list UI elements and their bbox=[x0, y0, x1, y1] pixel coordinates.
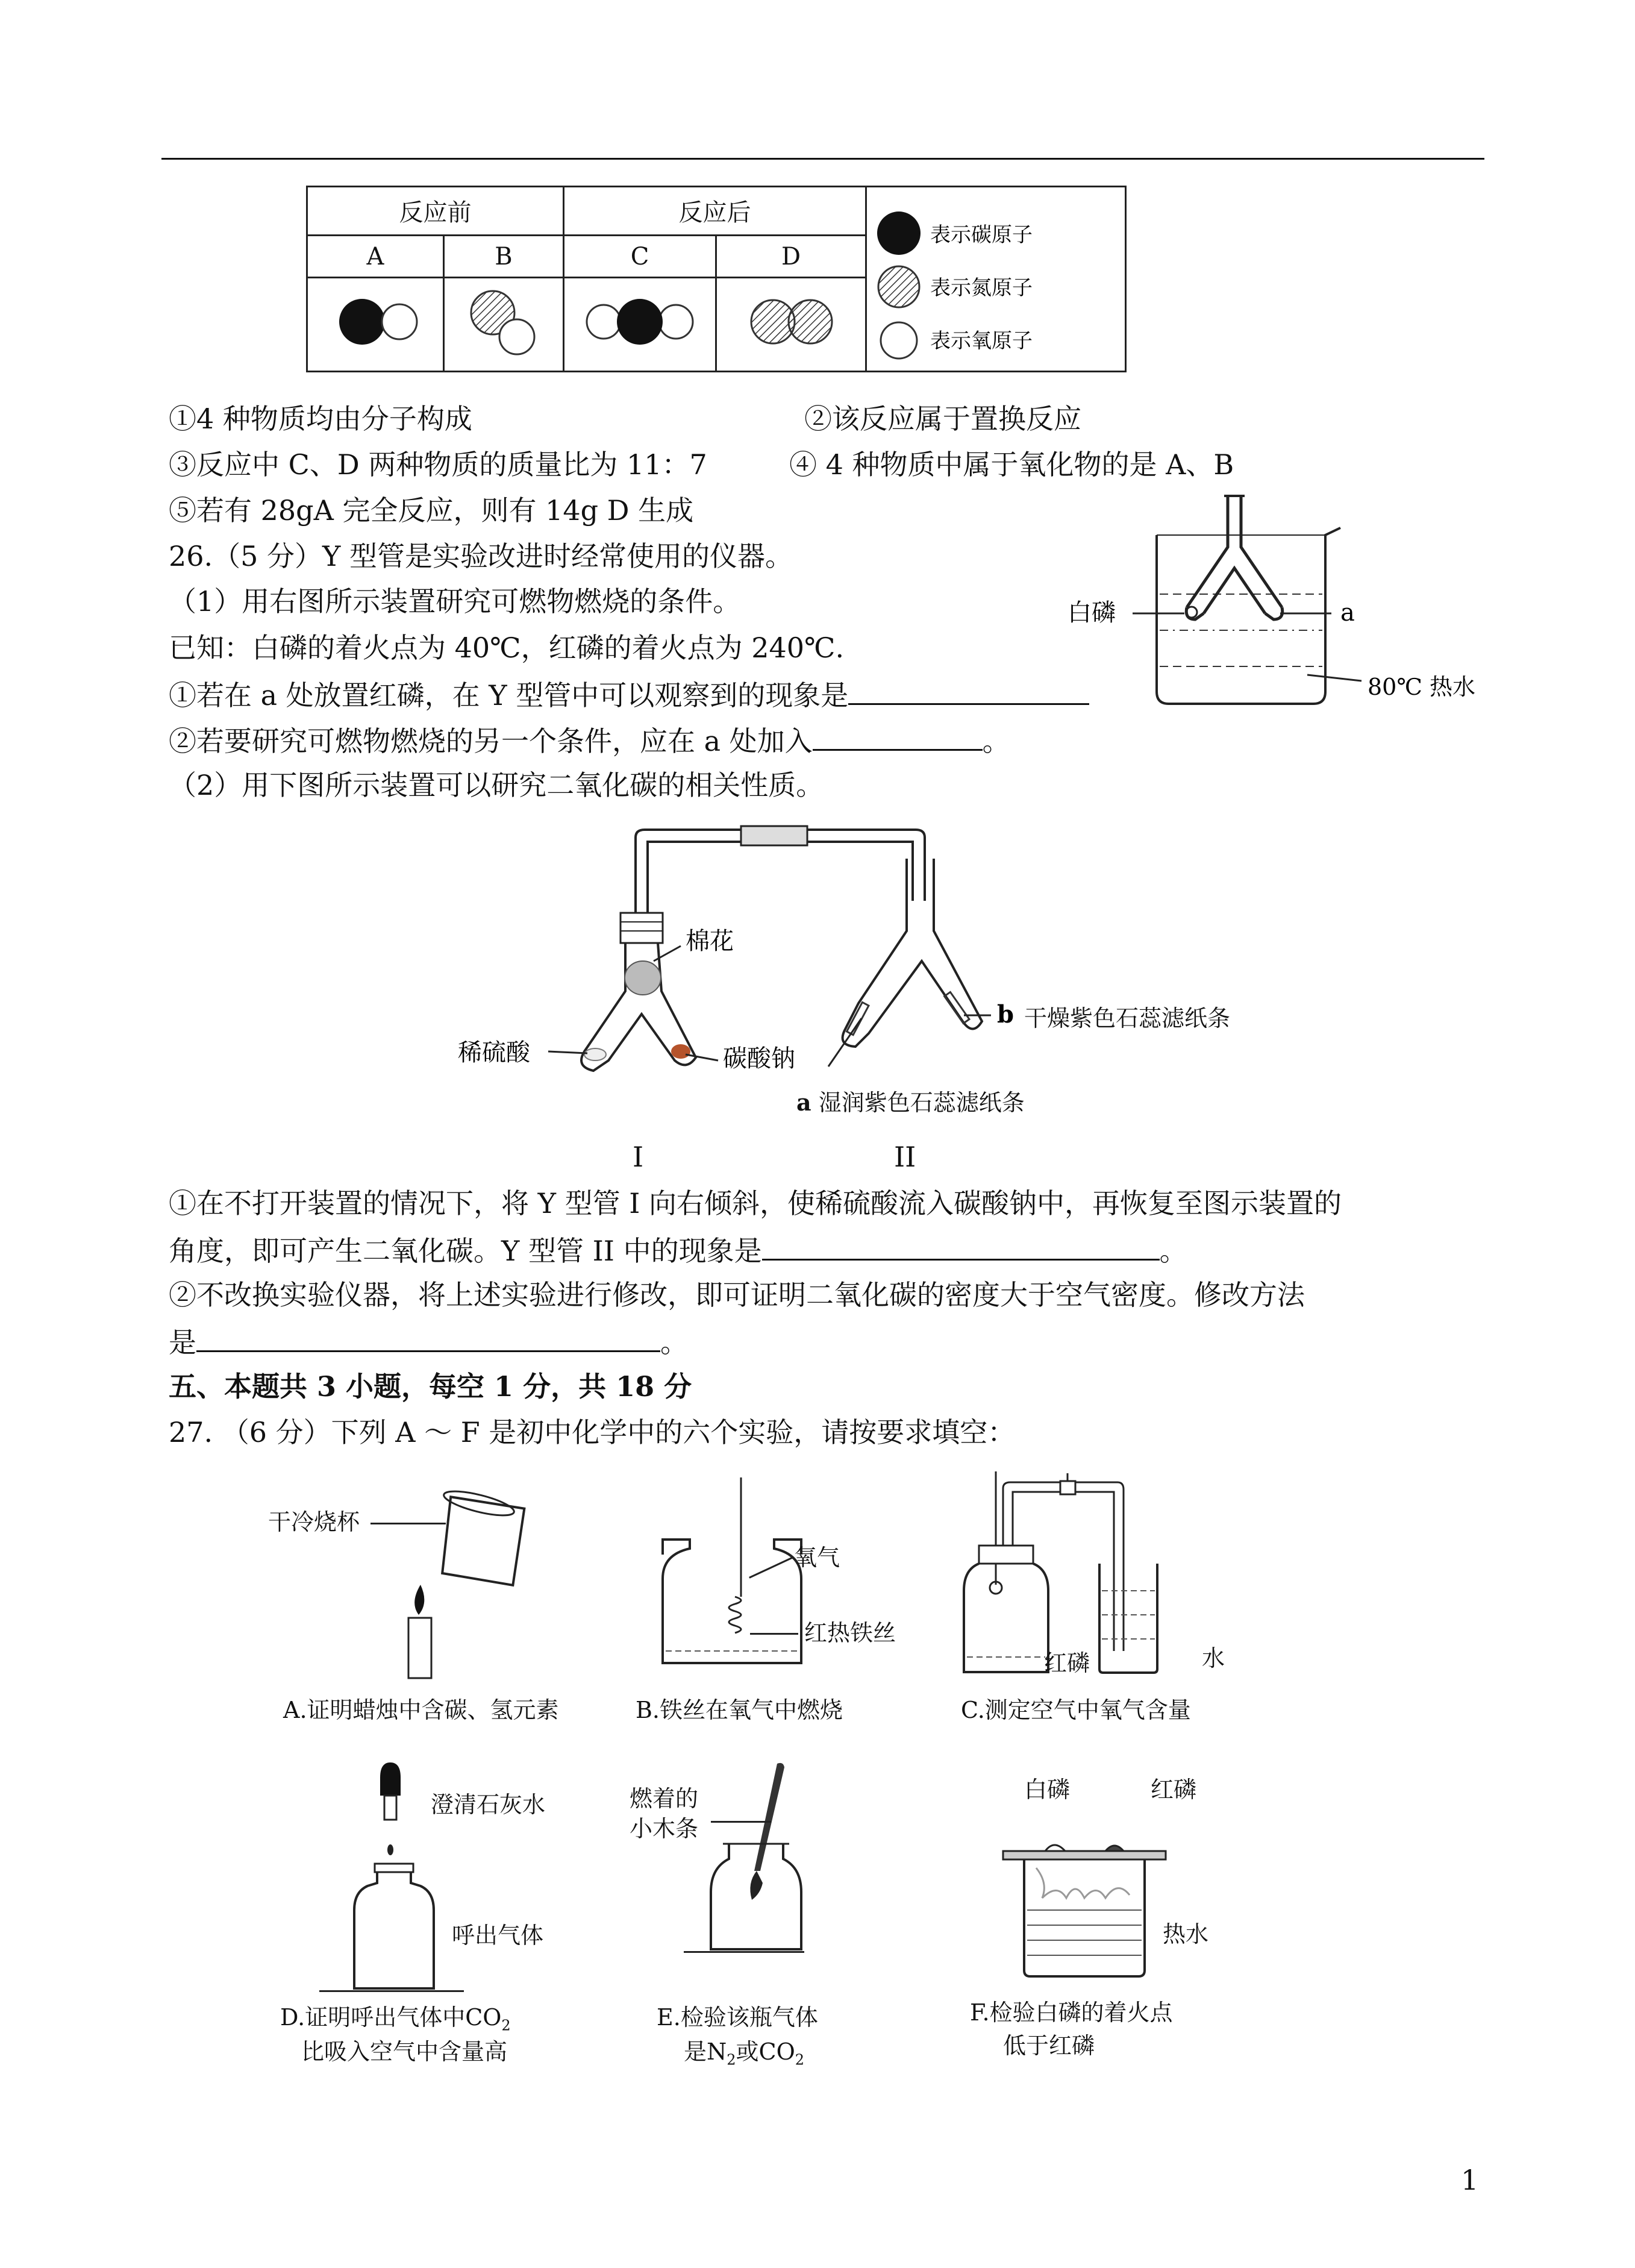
q26-known: 已知：白磷的着火点为 40℃，红磷的着火点为 240℃. bbox=[169, 631, 845, 664]
experiment-e-figure bbox=[705, 1762, 837, 1991]
option-3: ③反应中 C、D 两种物质的质量比为 11：7 bbox=[169, 448, 707, 481]
exp-e-sub-2: 2 bbox=[795, 2051, 805, 2069]
fig2-roman-1-text: I bbox=[633, 1141, 644, 1173]
q26-q3-blank[interactable] bbox=[762, 1231, 1160, 1261]
exp-e-caption-1: E.检验该瓶气体 bbox=[657, 2004, 818, 2031]
oxygen-atom-icon bbox=[881, 322, 917, 359]
exp-b-oxygen: 氧气 bbox=[794, 1544, 840, 1571]
exp-b-caption: B.铁丝在氧气中燃烧 bbox=[636, 1697, 843, 1723]
q26-q3: ①在不打开装置的情况下，将 Y 型管 I 向右倾斜，使稀硫酸流入碳酸钠中，再恢复至图示装置的 bbox=[169, 1187, 1342, 1220]
q26-q4-end: 。 bbox=[660, 1326, 688, 1359]
acid-liquid-icon bbox=[584, 1048, 606, 1060]
molecule-d bbox=[716, 278, 866, 372]
molecule-a bbox=[307, 278, 444, 372]
exp-a-caption: A.证明蜡烛中含碳、氢元素 bbox=[283, 1697, 559, 1723]
legend-svg bbox=[867, 187, 1125, 371]
co-molecule-icon bbox=[315, 286, 436, 358]
q26-q4b-text: 是 bbox=[169, 1326, 196, 1359]
cotton-icon bbox=[625, 961, 661, 995]
option-1: ①4 种物质均由分子构成 bbox=[169, 403, 472, 435]
q26-q2-blank[interactable] bbox=[813, 721, 983, 751]
q26-q4: ②不改换实验仪器，将上述实验进行修改，即可证明二氧化碳的密度大于空气密度。修改方法 bbox=[169, 1279, 1305, 1311]
fig2-acid: 稀硫酸 bbox=[458, 1039, 530, 1067]
molecule-b bbox=[444, 278, 564, 372]
exp-a-label: 干冷烧杯 bbox=[268, 1509, 360, 1535]
header-before: 反应前 bbox=[307, 187, 564, 236]
fig1-white-phosphorus: 白磷 bbox=[1068, 599, 1116, 627]
q26-q4-blank[interactable] bbox=[196, 1323, 660, 1352]
q26-q2-end: 。 bbox=[982, 725, 1010, 757]
candle-icon bbox=[408, 1618, 431, 1678]
molecule-c bbox=[564, 278, 716, 372]
y-tube-beaker-figure bbox=[1066, 487, 1500, 710]
q26-q3b-text: 角度，即可产生二氧化碳。Y 型管 II 中的现象是 bbox=[169, 1235, 762, 1267]
exp-d-exhaled-gas: 呼出气体 bbox=[452, 1922, 544, 1949]
exp-d-caption-sub: 2 bbox=[501, 2017, 511, 2034]
exp-e-pointer bbox=[711, 1821, 771, 1823]
exp-e-stick-1: 燃着的 bbox=[630, 1785, 699, 1812]
exp-f-red: 红磷 bbox=[1151, 1776, 1197, 1803]
col-b: B bbox=[444, 235, 564, 278]
header-rule bbox=[161, 158, 1484, 160]
experiment-b-figure bbox=[657, 1476, 813, 1675]
legend-carbon: 表示碳原子 bbox=[930, 223, 1033, 247]
legend-oxygen: 表示氧原子 bbox=[930, 329, 1033, 353]
exp-a-pointer bbox=[370, 1523, 446, 1524]
exp-c-caption: C.测定空气中氧气含量 bbox=[961, 1697, 1191, 1723]
exp-d-caption-1-text: D.证明呼出气体中CO bbox=[280, 2004, 502, 2031]
q26-part2: （2）用下图所示装置可以研究二氧化碳的相关性质。 bbox=[169, 769, 824, 801]
exp-b-wire: 红热铁丝 bbox=[804, 1620, 896, 1646]
page-number: 1 bbox=[1461, 2164, 1479, 2196]
q26-q2 bbox=[169, 721, 1010, 759]
q26-part1: （1）用右图所示装置研究可燃物燃烧的条件。 bbox=[169, 585, 741, 618]
col-a: A bbox=[307, 235, 444, 278]
q26-q1-blank[interactable] bbox=[848, 675, 1089, 705]
exp-c-water: 水 bbox=[1202, 1645, 1225, 1671]
burning-stick-icon bbox=[750, 1871, 763, 1900]
dry-litmus-strip-icon bbox=[945, 992, 969, 1023]
section-5-heading: 五、本题共 3 小题，每空 1 分，共 18 分 bbox=[169, 1370, 692, 1403]
fig2-roman-2-text: II bbox=[894, 1141, 916, 1173]
fig2-cotton: 棉花 bbox=[686, 927, 734, 955]
q26-q1-text: ①若在 a 处放置红磷，在 Y 型管中可以观察到的现象是 bbox=[169, 679, 849, 712]
exp-e-caption-2a: 是N bbox=[684, 2038, 727, 2065]
fig2-roman-1 bbox=[631, 1135, 641, 1136]
q27-title: 27. （6 分）下列 A ～ F 是初中化学中的六个实验，请按要求填空： bbox=[169, 1416, 1016, 1449]
molecule-table bbox=[306, 186, 1127, 372]
fig1-hot-water: 80℃ 热水 bbox=[1368, 674, 1475, 700]
n2-molecule-icon bbox=[719, 286, 863, 358]
fig2-a-desc: 湿润紫色石蕊滤纸条 bbox=[818, 1089, 1025, 1116]
red-phosphorus-piece-icon bbox=[1105, 1846, 1124, 1851]
dropper-bulb-icon bbox=[380, 1762, 401, 1796]
col-c: C bbox=[564, 235, 716, 278]
exp-d-table-line bbox=[319, 1990, 464, 1992]
option-2: ②该反应属于置换反应 bbox=[804, 403, 1081, 435]
fig2-a-text bbox=[796, 1085, 1025, 1121]
candle-flame-icon bbox=[414, 1585, 424, 1615]
sodium-carbonate-icon bbox=[671, 1044, 690, 1059]
q26-q3-end: 。 bbox=[1159, 1235, 1187, 1267]
q26-q3b bbox=[169, 1231, 1187, 1269]
white-phosphorus-piece-icon bbox=[1045, 1845, 1065, 1851]
exp-f-caption-2: 低于红磷 bbox=[1003, 2032, 1095, 2059]
fig2-b-label: b bbox=[997, 1000, 1014, 1029]
legend-cell bbox=[866, 187, 1126, 372]
fig2-carbonate: 碳酸钠 bbox=[723, 1045, 795, 1073]
nitrogen-atom-icon bbox=[878, 266, 919, 307]
fig2-b-text: 干燥紫色石蕊滤纸条 bbox=[1024, 1005, 1231, 1032]
fig2-a-label: a bbox=[796, 1089, 811, 1116]
co2-molecule-icon bbox=[567, 286, 712, 358]
experiment-a-figure bbox=[374, 1482, 554, 1681]
exp-b-pointer-2 bbox=[750, 1633, 798, 1635]
exp-e-sub-1: 2 bbox=[727, 2051, 736, 2069]
exp-e-caption-2b: 或CO bbox=[736, 2038, 795, 2065]
option-5: ⑤若有 28gA 完全反应，则有 14g D 生成 bbox=[169, 494, 694, 527]
fig1-a: a bbox=[1340, 599, 1355, 627]
exp-e-stick-2: 小木条 bbox=[630, 1815, 699, 1842]
option-4: ④ 4 种物质中属于氧化物的是 A、B bbox=[789, 448, 1234, 481]
col-d: D bbox=[716, 235, 866, 278]
exp-c-phosphorus: 红磷 bbox=[1044, 1650, 1090, 1676]
exp-e-caption-2 bbox=[684, 2034, 804, 2078]
exp-d-lime-water: 澄清石灰水 bbox=[431, 1791, 546, 1818]
q26-q2-text: ②若要研究可燃物燃烧的另一个条件，应在 a 处加入 bbox=[169, 725, 813, 757]
legend-nitrogen: 表示氮原子 bbox=[930, 276, 1033, 300]
q26-title: 26.（5 分）Y 型管是实验改进时经常使用的仪器。 bbox=[169, 540, 793, 572]
exp-e-table-line bbox=[684, 1951, 804, 1953]
carbon-atom-icon bbox=[877, 211, 921, 255]
iron-wire-coil-icon bbox=[729, 1597, 741, 1633]
experiment-c-figure bbox=[955, 1470, 1244, 1675]
experiment-f-figure bbox=[1000, 1826, 1181, 1982]
q26-q1 bbox=[169, 675, 1089, 713]
q26-q4b bbox=[169, 1323, 688, 1361]
exp-f-water: 热水 bbox=[1163, 1921, 1209, 1947]
exp-f-caption-1: F.检验白磷的着火点 bbox=[970, 1999, 1173, 2026]
no-molecule-icon bbox=[449, 283, 558, 361]
header-after: 反应后 bbox=[564, 187, 866, 236]
exp-d-caption-2: 比吸入空气中含量高 bbox=[301, 2038, 508, 2065]
exp-f-white: 白磷 bbox=[1024, 1776, 1071, 1803]
